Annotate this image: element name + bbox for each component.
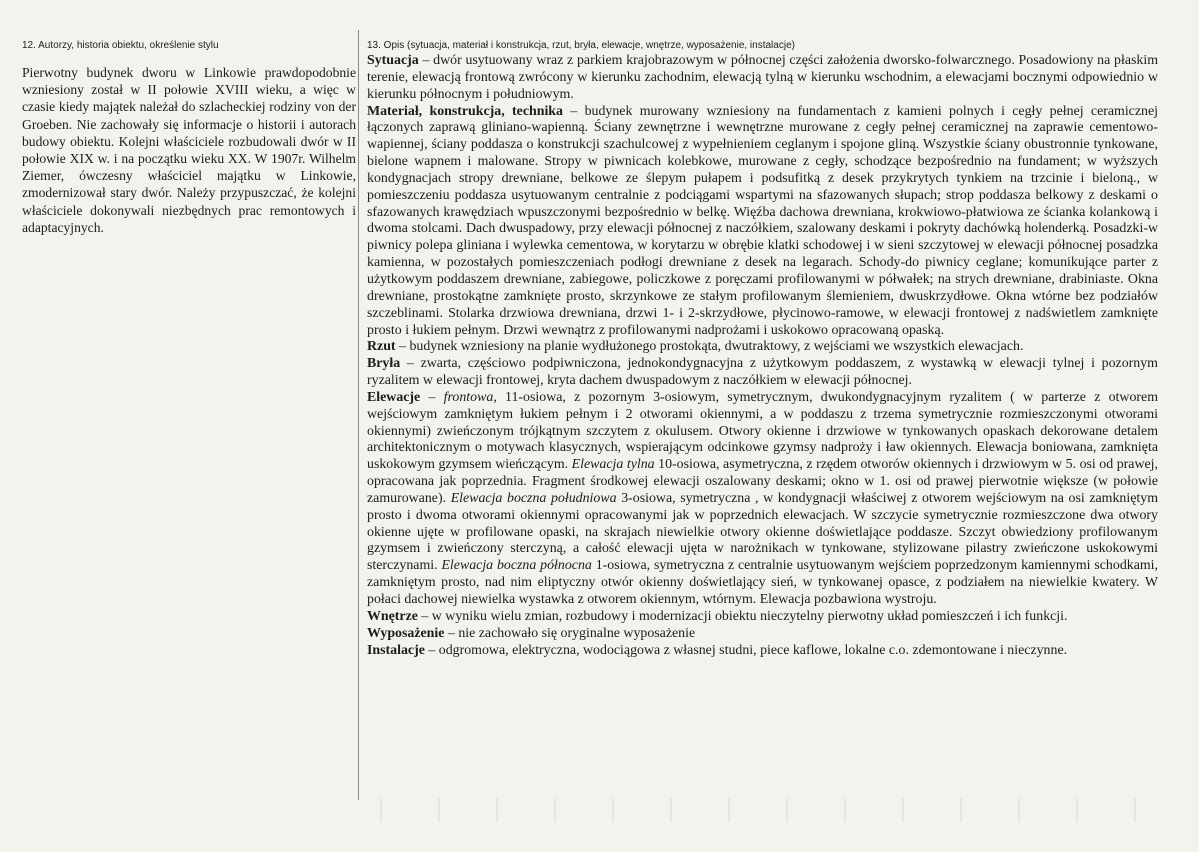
label-material: Materiał, konstrukcja, technika xyxy=(367,103,563,119)
section-13-body xyxy=(367,53,1158,659)
section-12-text: Pierwotny budynek dworu w Linkowie prawdopodobnie wzniesiony został w II połowie XVIII wieku, a więc w czasie kiedy majątek należał do szlacheckiej rodziny von der Groeben. Nie zachowały się informacje o historii i autorach budowy obiektu. Kolejni właściciele rozbudowali dwór w II połowie XIX w. i na początku wieku XX. W 1907r. Wilhelm Ziemer, ówczesny właściciel majątku w Linkowie, zmodernizował stary dwór. Należy przypuszczać, że kolejni właściciele dokonywali niezbędnych prac remontowych i adaptacyjnych. xyxy=(22,65,356,235)
section-12 xyxy=(22,40,356,236)
para-wyposazenie xyxy=(367,626,1158,643)
label-rzut: Rzut xyxy=(367,339,396,355)
elewacje-polnocna: Elewacja boczna północna xyxy=(441,558,592,574)
section-13-header: 13. Opis (sytuacja, materiał i konstrukcja, rzut, bryła, elewacje, wnętrze, wyposażenie, instalacje) xyxy=(367,40,795,51)
label-wyposazenie: Wyposażenie xyxy=(367,625,445,641)
text-wyposazenie: – nie zachowało się oryginalne wyposażenie xyxy=(444,625,696,641)
para-bryla xyxy=(367,356,1158,390)
section-13 xyxy=(367,40,1158,659)
elewacje-dash: – xyxy=(420,389,444,405)
elewacje-text-3: 3-osiowa, symetryczna , w kondygnacji właściwej z otworem wejściowym na osi zamkniętym prosto i dwoma otworami okiennymi opracowanymi jak w poprzednich elewacjach. W szczycie symetrycznie rozmieszczone dwa otwory okienne ujęte w profilowane opaski, na skrajach niewielkie otwory okienne doświetlające poddasze. Szczyt obwiedziony profilowanym gzymsem i zwieńczony sterczyną, a całość elewacji ujęta w narożnikach w tynkowane, stylizowane pilastry zwieńczone uskokowymi sterczynami. xyxy=(367,490,1159,574)
para-wnetrze xyxy=(367,609,1158,626)
para-material xyxy=(367,104,1158,340)
text-rzut: – budynek wzniesiony na planie wydłużonego prostokąta, dwutraktowy, z wejściami we wszystkich elewacjach. xyxy=(395,339,1024,355)
text-bryla: – zwarta, częściowo podpiwniczona, jednokondygnacyjna z użytkowym poddaszem, z wystawką w elewacji tylnej i pozornym ryzalitem w elewacji frontowej, kryta dachem dwuspadowym z naczółkiem w elewacji północnej. xyxy=(367,356,1158,389)
para-rzut xyxy=(367,339,1158,356)
text-material: – budynek murowany wzniesiony na fundamentach z kamieni polnych i cegły pełnej ceramicznej łączonych zaprawą gliniano-wapienną. Ściany zewnętrzne i wewnętrzne murowane z cegły pełnej ceramicznej na zaprawie cementowo-wapiennej, ściany poddasza o konstrukcji szachulcowej z wypełnieniem ceglanym i spojone gliną. Wszystkie ściany obustronnie tynkowane, bielone wapnem i malowane. Stropy w piwnicach kolebkowe, murowane z cegły, schodzące bezpośrednio na fundament; w wyższych kondygnacjach stropy drewniane, belkowe ze ślepym pułapem i podsufitką z desek przykrytych tynkiem na trzcinie i bieloną., w pomieszczeniu poddasza usytuowanym centralnie z podciągami wspartymi na sfazowanych słupach; strop poddasza belkowy z deskami o sfazowanych krawędziach wpuszczonymi bezpośrednio w belkę. Więźba dachowa drewniana, krokwiowo-płatwiowa ze ścianka kolankową i dwoma stolcami. Dach dwuspadowy, przy elewacji północnej z naczółkiem, szalowany deskami i pokryty dachówką holenderką. Posadzki-w piwnicy polepa gliniana i wylewka cementowa, w korytarzu w obrębie klatki schodowej i w sieni szczytowej w elewacji północnej posadzka kamienna, w pozostałych pomieszczeniach podłogi drewniane z desek na legarach. Schody-do piwnicy ceglane; komunikujące parter z użytkowym poddaszem drewniane, zabiegowe, policzkowe z poręczami profilowanymi w półwałek; na strych drewniane, drabiniaste. Okna drewniane, prostokątne zamknięte prosto, skrzynkowe ze stałym profilowanym ślemieniem, dwuskrzydłowe. Okna wtórne bez podziałów szczeblinami. Stolarka drzwiowa drewniana, drzwi 1- i 2-skrzydłowe, płycinowo-ramowe, w elewacji frontowej z nadświetlem zamknięte prosto i łukiem pełnym. Drzwi wewnątrz z profilowanymi nadprożami i uskokowo opracowaną opaską. xyxy=(367,103,1158,338)
text-wnetrze: – w wyniku wielu zmian, rozbudowy i modernizacji obiektu nieczytelny pierwotny układ pomieszczeń i ich funkcji. xyxy=(417,608,1068,624)
para-elewacje xyxy=(367,390,1158,609)
column-divider xyxy=(358,30,359,800)
elewacje-text-2: 10-osiowa, asymetryczna, z rzędem otworów okiennych i drzwiowym w 5. osi od prawej, opracowana jak poprzednia. Fragment środkowej elewacji oszalowany deskami; okno w 1. osi od prawej pierwotnie większe (w połowie zamurowane). xyxy=(367,457,1158,506)
elewacje-poludniowa: Elewacja boczna południowa xyxy=(450,490,617,506)
label-elewacje: Elewacje xyxy=(367,389,421,405)
elewacje-text-1: , 11-osiowa, z pozornym 3-osiowym, symetrycznym, dwukondygnacyjnym ryzalitem ( w parterze z otworem wejściowym zamkniętym łukiem pełnym i 2 otworami okiennymi, a w poddaszu z trzema symetrycznie rozmieszczonymi otworami okiennymi) zwieńczonym trójkątnym szczytem z okulusem. Otwory okienne i drzwiowe w tynkowanych opaskach dekorowane detalem architektonicznym o motywach klasycznych, wspierającym odcinkowe gzymsy nadproży i ław okiennych. Elewacja boniowana, zamknięta uskokowym gzymsem wieńczącym. xyxy=(367,389,1158,473)
label-bryla: Bryła xyxy=(367,356,401,372)
label-sytuacja: Sytuacja xyxy=(367,53,419,68)
label-instalacje: Instalacje xyxy=(367,642,425,658)
text-instalacje: – odgromowa, elektryczna, wodociągowa z własnej studni, piece kaflowe, lokalne c.o. zdemontowane i nieczynne. xyxy=(424,642,1068,658)
show-through-texture xyxy=(380,798,1140,822)
elewacje-tylna: Elewacja tylna xyxy=(571,457,655,473)
section-12-header: 12. Autorzy, historia obiektu, określenie stylu xyxy=(22,40,219,51)
para-instalacje xyxy=(367,643,1158,660)
elewacje-frontowa: frontowa xyxy=(443,389,494,405)
label-wnetrze: Wnętrze xyxy=(367,608,418,624)
text-sytuacja: – dwór usytuowany wraz z parkiem krajobrazowym w północnej części założenia dworsko-folwarcznego. Posadowiony na płaskim terenie, elewacją frontową zwrócony w kierunku zachodnim, elewacją tylną w kierunku wschodnim, a elewacjami bocznymi odpowiednio w kierunku północnym i południowym. xyxy=(367,53,1158,102)
elewacje-text-4: 1-osiowa, symetryczna z centralnie usytuowanym wejściem poprzedzonym kamiennymi schodkami, zamkniętym prosto, nad nim eliptyczny otwór okienny doświetlający sień, w tynkowanej opasce, z podziałem na niewielkie kwatery. W połaci dachowej niewielka wystawka z otworem okiennym, wtórnym. Elewacja pozbawiona wystroju. xyxy=(367,558,1159,607)
para-sytuacja xyxy=(367,53,1158,104)
